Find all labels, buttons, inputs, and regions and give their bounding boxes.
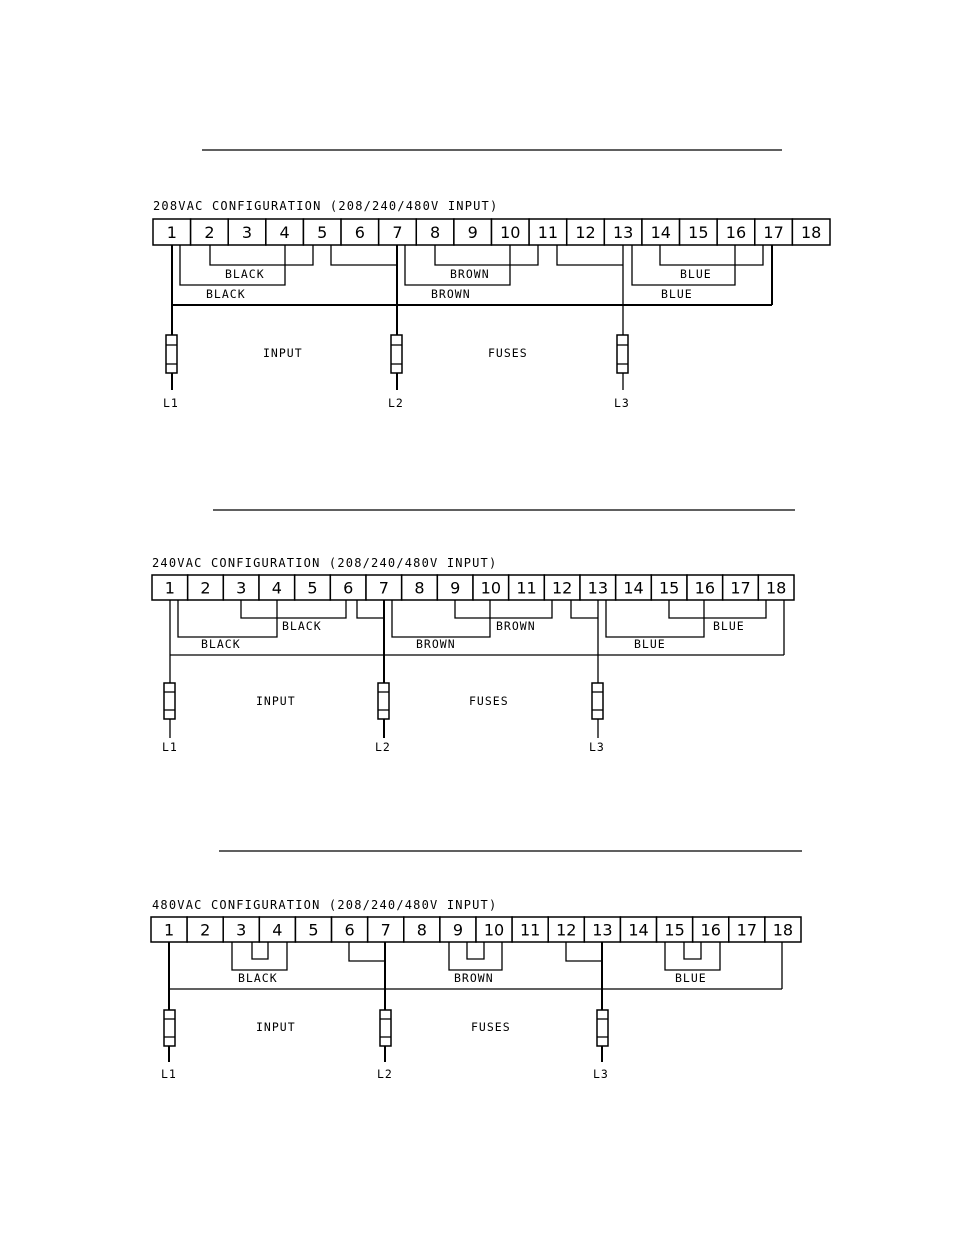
line-label-l3: L3 — [593, 1067, 609, 1081]
diagram-title: 208VAC CONFIGURATION (208/240/480V INPUT) — [153, 199, 499, 213]
jumper-wire — [669, 600, 766, 618]
terminal-number: 2 — [200, 920, 211, 940]
jumper-wire — [449, 942, 502, 970]
terminal-number: 17 — [763, 223, 784, 242]
wire-label-brown: BROWN — [431, 287, 471, 301]
wire-label-blue: BLUE — [675, 971, 707, 985]
input-label: INPUT — [256, 1020, 296, 1034]
jumper-wire — [241, 600, 346, 618]
fuses-label: FUSES — [488, 346, 528, 360]
terminal-number: 5 — [308, 920, 319, 940]
diagram-title: 480VAC CONFIGURATION (208/240/480V INPUT) — [152, 898, 498, 912]
jumper-wire — [210, 245, 313, 265]
jumper-wire — [557, 245, 623, 265]
terminal-number: 18 — [772, 920, 794, 940]
fuse-l2 — [380, 1010, 391, 1046]
line-label-l1: L1 — [162, 740, 178, 754]
jumper-wire — [232, 942, 287, 970]
terminal-number: 3 — [241, 223, 253, 242]
terminal-strip — [153, 219, 830, 245]
terminal-number: 4 — [279, 223, 290, 242]
terminal-number: 5 — [317, 223, 328, 242]
terminal-number: 3 — [236, 920, 247, 940]
line-label-l2: L2 — [375, 740, 391, 754]
terminal-number: 4 — [271, 578, 282, 598]
terminal-number: 17 — [736, 920, 758, 940]
diagram-208vac — [153, 150, 830, 410]
terminal-number: 7 — [392, 223, 403, 242]
line-label-l2: L2 — [377, 1067, 393, 1081]
terminal-number: 5 — [307, 578, 318, 598]
terminal-number: 16 — [694, 578, 716, 598]
terminal-number: 14 — [650, 223, 671, 242]
fuse-l2 — [378, 683, 389, 719]
terminal-number: 6 — [343, 578, 354, 598]
terminal-number: 7 — [380, 920, 391, 940]
terminal-number: 3 — [236, 578, 247, 598]
fuse-l3 — [592, 683, 603, 719]
wire-label-brown: BROWN — [496, 619, 536, 633]
terminal-number: 8 — [416, 920, 427, 940]
jumper-wire — [357, 600, 384, 618]
terminal-number: 11 — [519, 920, 541, 940]
wire-label-blue: BLUE — [680, 267, 712, 281]
fuses-label: FUSES — [469, 694, 509, 708]
wire-label-blue: BLUE — [713, 619, 745, 633]
jumper-wire — [660, 245, 763, 265]
wire-label-brown: BROWN — [416, 637, 456, 651]
terminal-number: 12 — [551, 578, 573, 598]
terminal-number: 17 — [730, 578, 751, 598]
terminal-number: 12 — [556, 920, 577, 940]
terminal-number: 13 — [587, 578, 609, 598]
terminal-number: 14 — [623, 578, 644, 598]
jumper-wire — [252, 942, 268, 959]
fuse-l2 — [391, 335, 402, 373]
fuse-l3 — [597, 1010, 608, 1046]
wire-label-brown: BROWN — [454, 971, 494, 985]
terminal-number: 10 — [480, 578, 502, 598]
jumper-wire — [665, 942, 720, 970]
fuse-l1 — [164, 1010, 175, 1046]
terminal-number: 12 — [575, 223, 596, 242]
terminal-number: 6 — [344, 920, 355, 940]
terminal-number: 13 — [592, 920, 613, 940]
wire-label-black: BLACK — [206, 287, 246, 301]
terminal-number: 15 — [688, 223, 709, 242]
terminal-number: 10 — [500, 223, 521, 242]
fuse-l3 — [617, 335, 628, 373]
line-label-l1: L1 — [163, 396, 179, 410]
wire-label-black: BLACK — [282, 619, 322, 633]
terminal-number: 1 — [164, 578, 175, 598]
input-label: INPUT — [256, 694, 296, 708]
terminal-number: 18 — [801, 223, 822, 242]
line-label-l2: L2 — [388, 396, 404, 410]
terminal-number: 10 — [483, 920, 505, 940]
diagram-480vac — [151, 851, 802, 1081]
line-label-l1: L1 — [161, 1067, 177, 1081]
jumper-wire — [467, 942, 484, 959]
terminal-number: 11 — [537, 223, 559, 242]
terminal-number: 15 — [658, 578, 680, 598]
terminal-number: 15 — [664, 920, 685, 940]
terminal-strip — [151, 917, 801, 942]
terminal-number: 18 — [765, 578, 787, 598]
terminal-number: 8 — [429, 223, 441, 242]
terminal-number: 2 — [200, 578, 211, 598]
jumper-wire — [684, 942, 701, 959]
wire-label-blue: BLUE — [661, 287, 693, 301]
terminal-number: 14 — [628, 920, 649, 940]
diagram-240vac — [152, 510, 795, 754]
diagram-title: 240VAC CONFIGURATION (208/240/480V INPUT) — [152, 556, 498, 570]
jumper-wire — [566, 942, 602, 961]
terminal-number: 4 — [272, 920, 283, 940]
wire-label-black: BLACK — [201, 637, 241, 651]
terminal-number: 6 — [354, 223, 365, 242]
terminal-number: 9 — [452, 920, 464, 940]
terminal-number: 16 — [725, 223, 747, 242]
wire-label-black: BLACK — [225, 267, 265, 281]
terminal-number: 16 — [700, 920, 721, 940]
terminal-number: 1 — [163, 920, 175, 940]
terminal-number: 2 — [204, 223, 215, 242]
wire-label-blue: BLUE — [634, 637, 666, 651]
wire-label-brown: BROWN — [450, 267, 490, 281]
line-label-l3: L3 — [589, 740, 605, 754]
terminal-number: 11 — [516, 578, 537, 598]
fuse-l1 — [166, 335, 177, 373]
input-label: INPUT — [263, 346, 303, 360]
fuse-l1 — [164, 683, 175, 719]
jumper-wire — [571, 600, 598, 618]
terminal-number: 8 — [414, 578, 425, 598]
terminal-strip — [152, 575, 794, 600]
terminal-number: 13 — [612, 223, 634, 242]
terminal-number: 7 — [378, 578, 389, 598]
jumper-wire — [349, 942, 385, 961]
fuses-label: FUSES — [471, 1020, 511, 1034]
jumper-wire — [435, 245, 538, 265]
terminal-number: 1 — [166, 223, 177, 242]
terminal-number: 9 — [467, 223, 478, 242]
jumper-wire — [331, 245, 397, 265]
terminal-number: 9 — [450, 578, 461, 598]
line-label-l3: L3 — [614, 396, 630, 410]
wire-label-black: BLACK — [238, 971, 278, 985]
jumper-wire — [455, 600, 552, 618]
